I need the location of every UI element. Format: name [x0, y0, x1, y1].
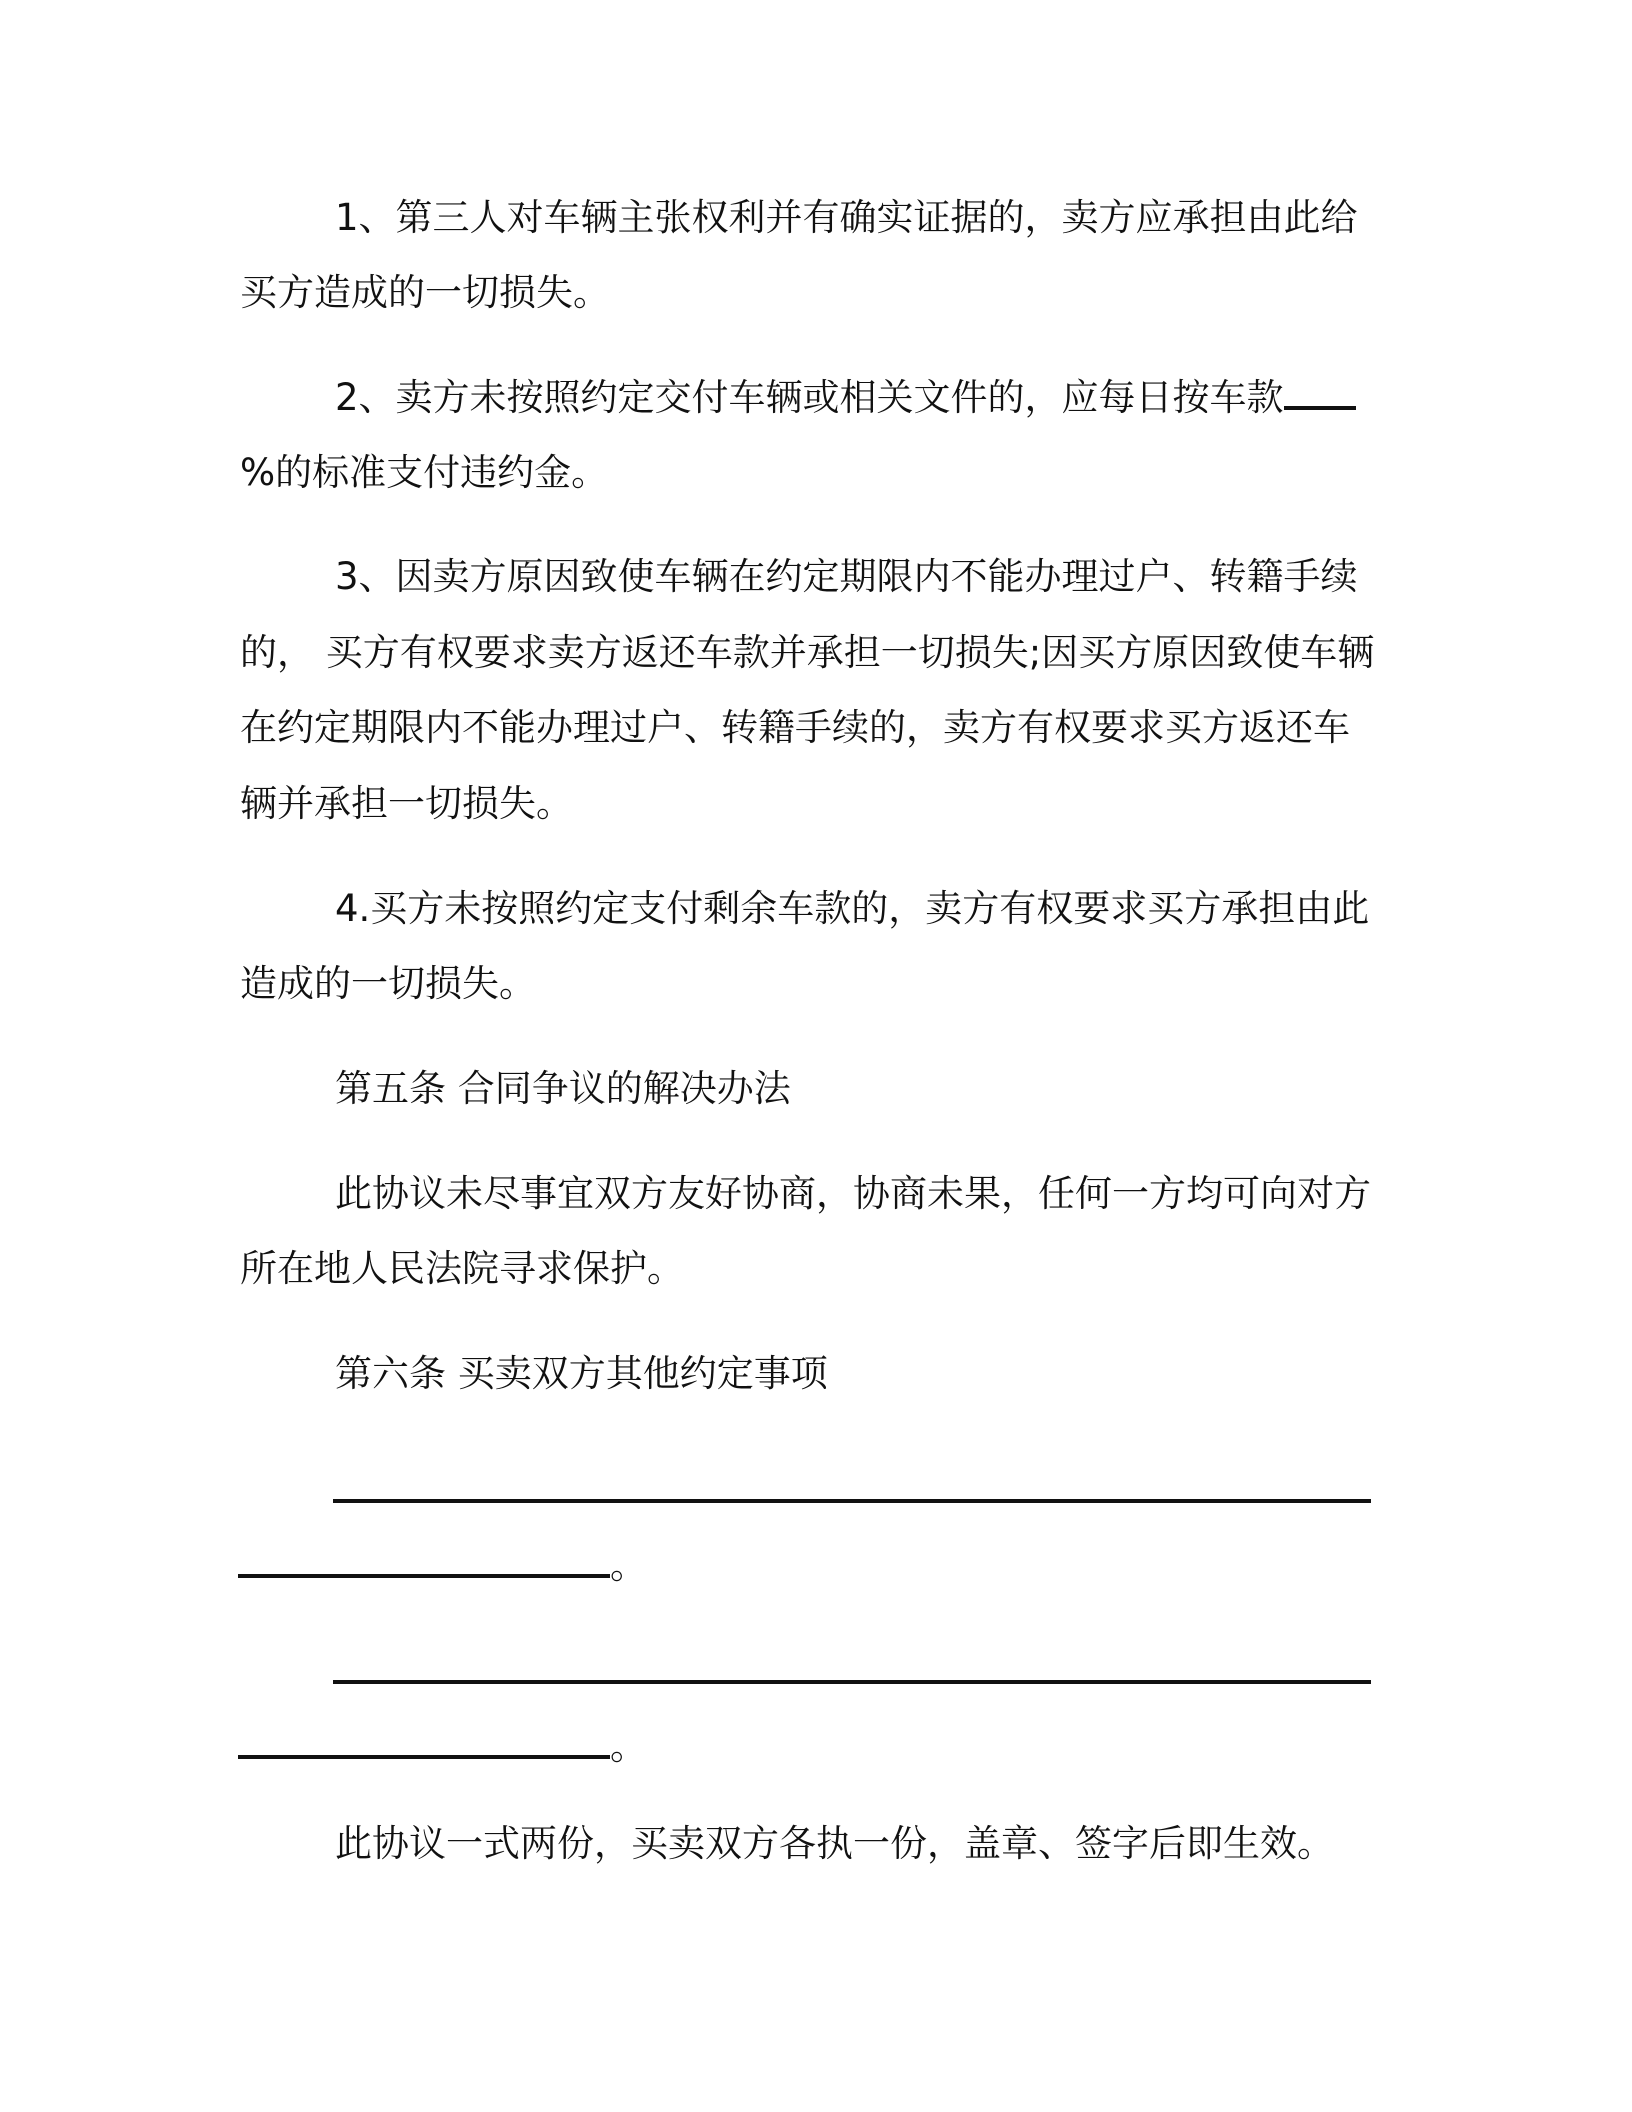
clause-3-line-2: 的， 买方有权要求卖方返还车款并承担一切损失;因买方原因致使车辆: [240, 631, 1375, 674]
clause-2-line-2: %的标准支付违约金。: [240, 451, 609, 494]
clause-2-text: 2、卖方未按照约定交付车辆或相关文件的，应每日按车款: [335, 376, 1284, 419]
blank-line-1b: [238, 1574, 610, 1578]
clause-4-line-1: 4.买方未按照约定支付剩余车款的，卖方有权要求买方承担由此: [335, 887, 1370, 930]
blank-line-1-end-mark: 。: [610, 1544, 647, 1587]
article-5-line-2: 所在地人民法院寻求保护。: [240, 1247, 684, 1290]
clause-3-line-1: 3、因卖方原因致使车辆在约定期限内不能办理过户、转籍手续: [335, 555, 1358, 598]
blank-line-2b: [238, 1755, 610, 1759]
article-5-line-1: 此协议未尽事宜双方友好协商，协商未果，任何一方均可向对方: [335, 1172, 1371, 1215]
article-5-heading: 第五条 合同争议的解决办法: [335, 1067, 791, 1110]
blank-line-2-end-mark: 。: [610, 1725, 647, 1768]
clause-1-line-1: 1、第三人对车辆主张权利并有确实证据的，卖方应承担由此给: [335, 196, 1358, 239]
clause-4-line-2: 造成的一切损失。: [240, 962, 536, 1005]
closing-statement: 此协议一式两份，买卖双方各执一份，盖章、签字后即生效。: [335, 1822, 1334, 1865]
article-6-heading: 第六条 买卖双方其他约定事项: [335, 1352, 828, 1395]
blank-line-1a: [333, 1499, 1371, 1503]
clause-1-line-2: 买方造成的一切损失。: [240, 271, 610, 314]
clause-3-line-4: 辆并承担一切损失。: [240, 782, 573, 825]
penalty-rate-blank: [1284, 376, 1356, 410]
clause-2-line-1: [335, 374, 1356, 422]
blank-line-2a: [333, 1680, 1371, 1684]
clause-3-line-3: 在约定期限内不能办理过户、转籍手续的，卖方有权要求买方返还车: [240, 706, 1350, 749]
